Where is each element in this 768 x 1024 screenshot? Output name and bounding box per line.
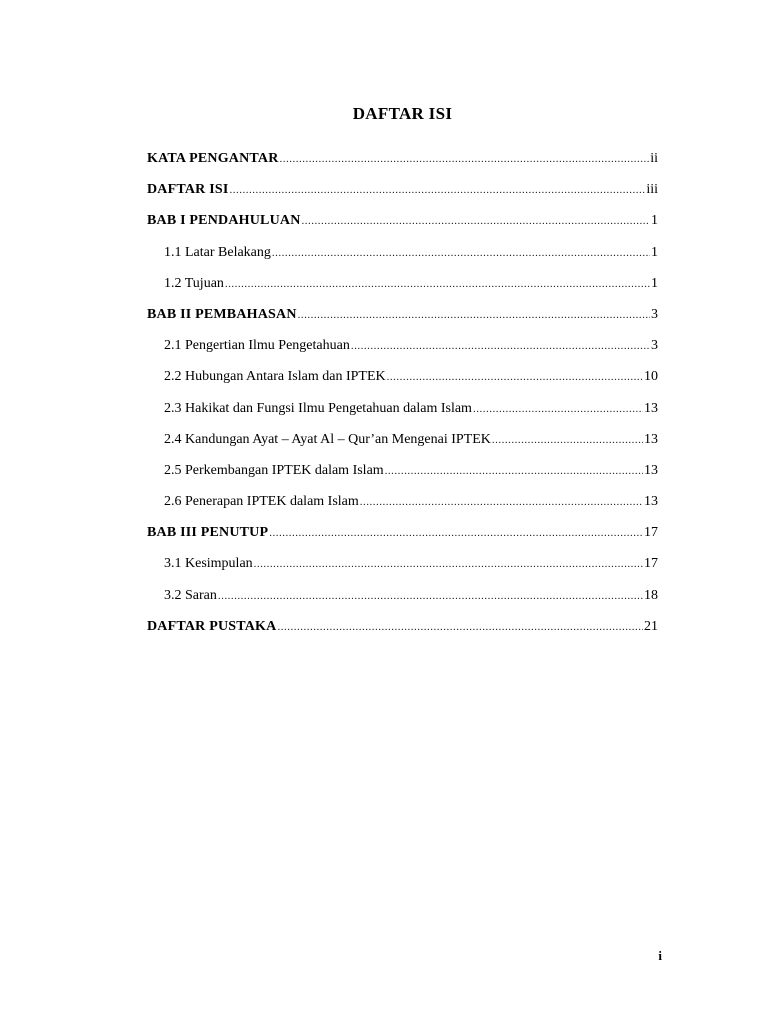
toc-entry-label: 3.1 Kesimpulan	[164, 556, 253, 572]
toc-entry-label: BAB III PENUTUP	[147, 525, 269, 541]
toc-entry-page: ii	[650, 151, 658, 166]
toc-entry	[147, 432, 658, 463]
toc-entry-page: 17	[644, 525, 658, 541]
dot-leader	[280, 153, 650, 165]
toc-entry	[147, 151, 658, 182]
toc-entry-page: 1	[651, 244, 658, 260]
toc-entry-page: 13	[644, 462, 658, 478]
toc-entry	[147, 369, 658, 400]
dot-leader	[277, 621, 643, 633]
toc-entry	[147, 245, 658, 276]
toc-entry-label: 1.1 Latar Belakang	[164, 244, 271, 260]
toc-entry	[147, 525, 658, 556]
dot-leader	[351, 340, 650, 352]
toc-entry-page: 21	[644, 618, 658, 634]
toc-entry-page: 3	[651, 338, 658, 354]
toc-entry-label: 2.6 Penerapan IPTEK dalam Islam	[164, 494, 359, 510]
toc-entry-page: 17	[644, 556, 658, 572]
dot-leader	[218, 590, 643, 602]
toc-entry-label: 2.4 Kandungan Ayat – Ayat Al – Qur’an Mengenai IPTEK	[164, 431, 491, 447]
toc-entry-page: 3	[651, 306, 658, 322]
toc-entry-label: 3.2 Saran	[164, 587, 217, 603]
dot-leader	[473, 403, 643, 415]
toc-entry-page: 18	[644, 587, 658, 603]
dot-leader	[302, 215, 650, 227]
toc-entry	[147, 276, 658, 307]
toc-entry-label: 2.3 Hakikat dan Fungsi Ilmu Pengetahuan dalam Islam	[164, 400, 472, 416]
dot-leader	[254, 558, 643, 570]
toc-entry-page: 13	[644, 431, 658, 447]
toc-entry	[147, 182, 658, 213]
toc-entry-label: BAB II PEMBAHASAN	[147, 306, 297, 322]
dot-leader	[492, 434, 643, 446]
table-of-contents	[147, 151, 658, 650]
toc-entry-page: iii	[646, 182, 658, 198]
toc-entry-label: 2.1 Pengertian Ilmu Pengetahuan	[164, 338, 350, 354]
toc-entry-label: DAFTAR ISI	[147, 182, 229, 198]
toc-entry-label: BAB I PENDAHULUAN	[147, 213, 301, 229]
toc-entry	[147, 494, 658, 525]
dot-leader	[269, 527, 643, 539]
toc-entry-page: 13	[644, 494, 658, 510]
toc-entry	[147, 588, 658, 619]
toc-entry-page: 13	[644, 400, 658, 416]
dot-leader	[298, 309, 650, 321]
toc-entry-label: 1.2 Tujuan	[164, 275, 224, 291]
toc-entry-label: KATA PENGANTAR	[147, 151, 279, 166]
toc-entry-page: 1	[651, 213, 658, 229]
toc-entry	[147, 401, 658, 432]
dot-leader	[272, 247, 650, 259]
toc-entry	[147, 619, 658, 650]
toc-entry	[147, 338, 658, 369]
toc-entry	[147, 307, 658, 338]
toc-entry	[147, 213, 658, 244]
dot-leader	[229, 184, 645, 196]
toc-entry-label: 2.5 Perkembangan IPTEK dalam Islam	[164, 462, 384, 478]
dot-leader	[385, 465, 643, 477]
toc-entry-page: 10	[644, 369, 658, 385]
dot-leader	[225, 278, 650, 290]
footer-page-number: i	[658, 948, 662, 963]
toc-entry	[147, 556, 658, 587]
dot-leader	[387, 371, 643, 383]
toc-entry	[147, 463, 658, 494]
toc-entry-page: 1	[651, 275, 658, 291]
toc-entry-label: DAFTAR PUSTAKA	[147, 618, 277, 634]
page-title: DAFTAR ISI	[352, 104, 453, 123]
dot-leader	[360, 496, 643, 508]
toc-entry-label: 2.2 Hubungan Antara Islam dan IPTEK	[164, 369, 386, 385]
